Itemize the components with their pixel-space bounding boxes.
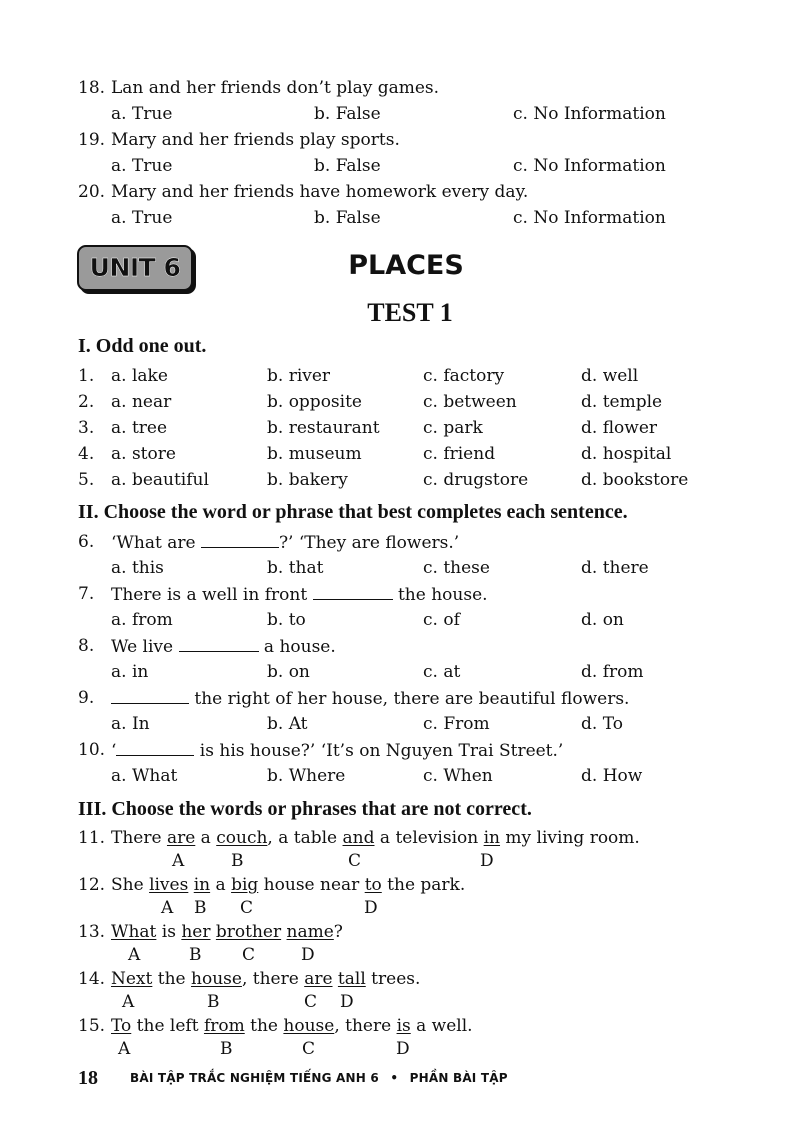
- text-before-blank: ‘What are: [111, 533, 201, 553]
- option-letter: B: [194, 898, 207, 918]
- question-sentence: [111, 874, 465, 896]
- question-number: 13.: [78, 922, 106, 942]
- option: b. restaurant: [267, 418, 380, 438]
- unit-badge: [77, 245, 193, 291]
- footer-section: PHẦN BÀI TẬP: [409, 1071, 508, 1085]
- underlined-word: from: [203, 1016, 245, 1036]
- text-before-blank: We live: [111, 637, 179, 657]
- underlined-word: brother: [215, 922, 282, 942]
- underlined-word: house: [191, 969, 242, 989]
- option: c. factory: [423, 366, 505, 386]
- option: b. bakery: [267, 470, 348, 490]
- question-number: 20.: [78, 182, 106, 202]
- option-letter: A: [161, 898, 174, 918]
- underlined-word: To: [111, 1016, 132, 1036]
- text-after-blank: the right of her house, there are beautiful flowers.: [189, 689, 630, 709]
- option-letter: B: [220, 1039, 233, 1059]
- answer-blank: [116, 739, 194, 756]
- underlined-word: big: [231, 875, 259, 895]
- question-number: 12.: [78, 875, 106, 895]
- question-text: [111, 635, 336, 658]
- option: d. How: [581, 766, 643, 786]
- underlined-word: is: [396, 1016, 411, 1036]
- option-letter: A: [122, 992, 135, 1012]
- option: c. of: [423, 610, 460, 630]
- option: a. True: [111, 208, 173, 228]
- option: c. friend: [423, 444, 496, 464]
- question-number: 19.: [78, 130, 106, 150]
- underlined-word: What: [111, 922, 157, 942]
- option: a. True: [111, 156, 173, 176]
- sentence-text: There: [111, 828, 167, 848]
- question-text: [111, 687, 629, 710]
- question-number: 6.: [78, 532, 95, 552]
- bullet-icon: •: [390, 1071, 399, 1085]
- unit-title: PLACES: [348, 250, 464, 281]
- sentence-text: a television: [374, 828, 484, 848]
- underlined-word: name: [286, 922, 334, 942]
- sentence-text: a: [210, 875, 232, 895]
- option: b. False: [314, 104, 381, 124]
- option-letter: B: [189, 945, 202, 965]
- item-number: 4.: [78, 444, 95, 464]
- underlined-word: lives: [149, 875, 189, 895]
- text-after-blank: the house.: [392, 585, 488, 605]
- section-heading: I. Odd one out.: [78, 335, 207, 357]
- item-number: 2.: [78, 392, 95, 412]
- underlined-word: couch: [216, 828, 268, 848]
- question-number: 18.: [78, 78, 106, 98]
- text-before-blank: There is a well in front: [111, 585, 313, 605]
- page-number: 18: [78, 1067, 98, 1089]
- option: d. To: [581, 714, 623, 734]
- option: c. between: [423, 392, 517, 412]
- option: a. tree: [111, 418, 168, 438]
- text-after-blank: a house.: [258, 637, 336, 657]
- underlined-word: in: [483, 828, 501, 848]
- underlined-word: are: [166, 828, 196, 848]
- sentence-text: , there: [334, 1016, 397, 1036]
- option: d. bookstore: [581, 470, 689, 490]
- option: a. What: [111, 766, 178, 786]
- answer-blank: [111, 687, 189, 704]
- option-letter: D: [480, 851, 494, 871]
- option: c. at: [423, 662, 461, 682]
- option: a. near: [111, 392, 172, 412]
- question-text: Mary and her friends have homework every day.: [111, 182, 529, 202]
- option: b. museum: [267, 444, 362, 464]
- text-after-blank: ?’ ‘They are flowers.’: [278, 533, 460, 553]
- option-letter: C: [240, 898, 254, 918]
- option: d. flower: [581, 418, 658, 438]
- option-letter: D: [396, 1039, 410, 1059]
- sentence-text: the left: [131, 1016, 204, 1036]
- option: c. From: [423, 714, 490, 734]
- option: c. park: [423, 418, 483, 438]
- question-sentence: [111, 1015, 473, 1037]
- section-heading: III. Choose the words or phrases that are not correct.: [78, 798, 532, 820]
- underlined-word: her: [181, 922, 211, 942]
- item-number: 1.: [78, 366, 95, 386]
- option: a. store: [111, 444, 176, 464]
- option: b. False: [314, 208, 381, 228]
- sentence-text: ?: [333, 922, 343, 942]
- option-letter: A: [118, 1039, 131, 1059]
- sentence-text: , there: [241, 969, 305, 989]
- option-letter: C: [304, 992, 318, 1012]
- question-number: 8.: [78, 636, 95, 656]
- option: c. No Information: [513, 208, 666, 228]
- underlined-word: and: [342, 828, 375, 848]
- underlined-word: house: [283, 1016, 335, 1036]
- answer-blank: [179, 635, 259, 652]
- option: d. temple: [581, 392, 663, 412]
- answer-blank: [201, 531, 279, 548]
- question-text: [111, 739, 563, 762]
- option: d. on: [581, 610, 624, 630]
- option-letter: D: [301, 945, 315, 965]
- option: a. In: [111, 714, 150, 734]
- sentence-text: house near: [258, 875, 365, 895]
- sentence-text: my living room.: [500, 828, 640, 848]
- option: b. that: [267, 558, 324, 578]
- answer-blank: [313, 583, 393, 600]
- question-sentence: [111, 968, 420, 990]
- option-letter: D: [364, 898, 378, 918]
- option: b. river: [267, 366, 331, 386]
- question-text: [111, 531, 459, 554]
- option: a. lake: [111, 366, 168, 386]
- option-letter: A: [128, 945, 141, 965]
- text-after-blank: is his house?’ ‘It’s on Nguyen Trai Street.’: [194, 741, 564, 761]
- test-title: TEST 1: [367, 298, 453, 327]
- option-letter: D: [340, 992, 354, 1012]
- underlined-word: Next: [111, 969, 153, 989]
- question-sentence: [111, 827, 640, 849]
- text-before-blank: ‘: [111, 741, 117, 761]
- question-number: 7.: [78, 584, 95, 604]
- question-number: 11.: [78, 828, 106, 848]
- option: a. True: [111, 104, 173, 124]
- option: c. No Information: [513, 156, 666, 176]
- option: c. When: [423, 766, 493, 786]
- question-number: 10.: [78, 740, 106, 760]
- question-number: 9.: [78, 688, 95, 708]
- item-number: 3.: [78, 418, 95, 438]
- option: a. beautiful: [111, 470, 209, 490]
- option: b. to: [267, 610, 306, 630]
- option: c. drugstore: [423, 470, 529, 490]
- question-number: 15.: [78, 1016, 106, 1036]
- sentence-text: a well.: [410, 1016, 473, 1036]
- item-number: 5.: [78, 470, 95, 490]
- sentence-text: is: [156, 922, 182, 942]
- option: c. No Information: [513, 104, 666, 124]
- underlined-word: in: [193, 875, 211, 895]
- sentence-text: , a table: [267, 828, 343, 848]
- underlined-word: to: [364, 875, 382, 895]
- option: b. opposite: [267, 392, 362, 412]
- question-text: Lan and her friends don’t play games.: [111, 78, 440, 98]
- sentence-text: the: [152, 969, 192, 989]
- option: d. hospital: [581, 444, 672, 464]
- unit-badge-label: UNIT 6: [89, 253, 181, 282]
- option: b. Where: [267, 766, 346, 786]
- option-letter: C: [302, 1039, 316, 1059]
- section-heading: II. Choose the word or phrase that best completes each sentence.: [78, 501, 628, 523]
- option: c. these: [423, 558, 490, 578]
- option-letter: C: [348, 851, 362, 871]
- option: b. At: [267, 714, 308, 734]
- book-title: BÀI TẬP TRẮC NGHIỆM TIẾNG ANH 6: [130, 1071, 379, 1085]
- footer-title: [130, 1070, 508, 1086]
- option: b. False: [314, 156, 381, 176]
- option-letter: B: [207, 992, 220, 1012]
- option: a. in: [111, 662, 149, 682]
- question-sentence: [111, 921, 343, 943]
- option: d. there: [581, 558, 649, 578]
- question-number: 14.: [78, 969, 106, 989]
- option: d. well: [581, 366, 639, 386]
- question-text: Mary and her friends play sports.: [111, 130, 400, 150]
- sentence-text: trees.: [365, 969, 421, 989]
- sentence-text: the park.: [381, 875, 466, 895]
- option: a. from: [111, 610, 173, 630]
- option-letter: A: [172, 851, 185, 871]
- option: a. this: [111, 558, 164, 578]
- option: d. from: [581, 662, 644, 682]
- option-letter: B: [231, 851, 244, 871]
- underlined-word: tall: [337, 969, 366, 989]
- option: b. on: [267, 662, 310, 682]
- question-text: [111, 583, 488, 606]
- option-letter: C: [242, 945, 256, 965]
- sentence-text: a: [195, 828, 217, 848]
- underlined-word: are: [304, 969, 333, 989]
- sentence-text: She: [111, 875, 150, 895]
- sentence-text: the: [244, 1016, 284, 1036]
